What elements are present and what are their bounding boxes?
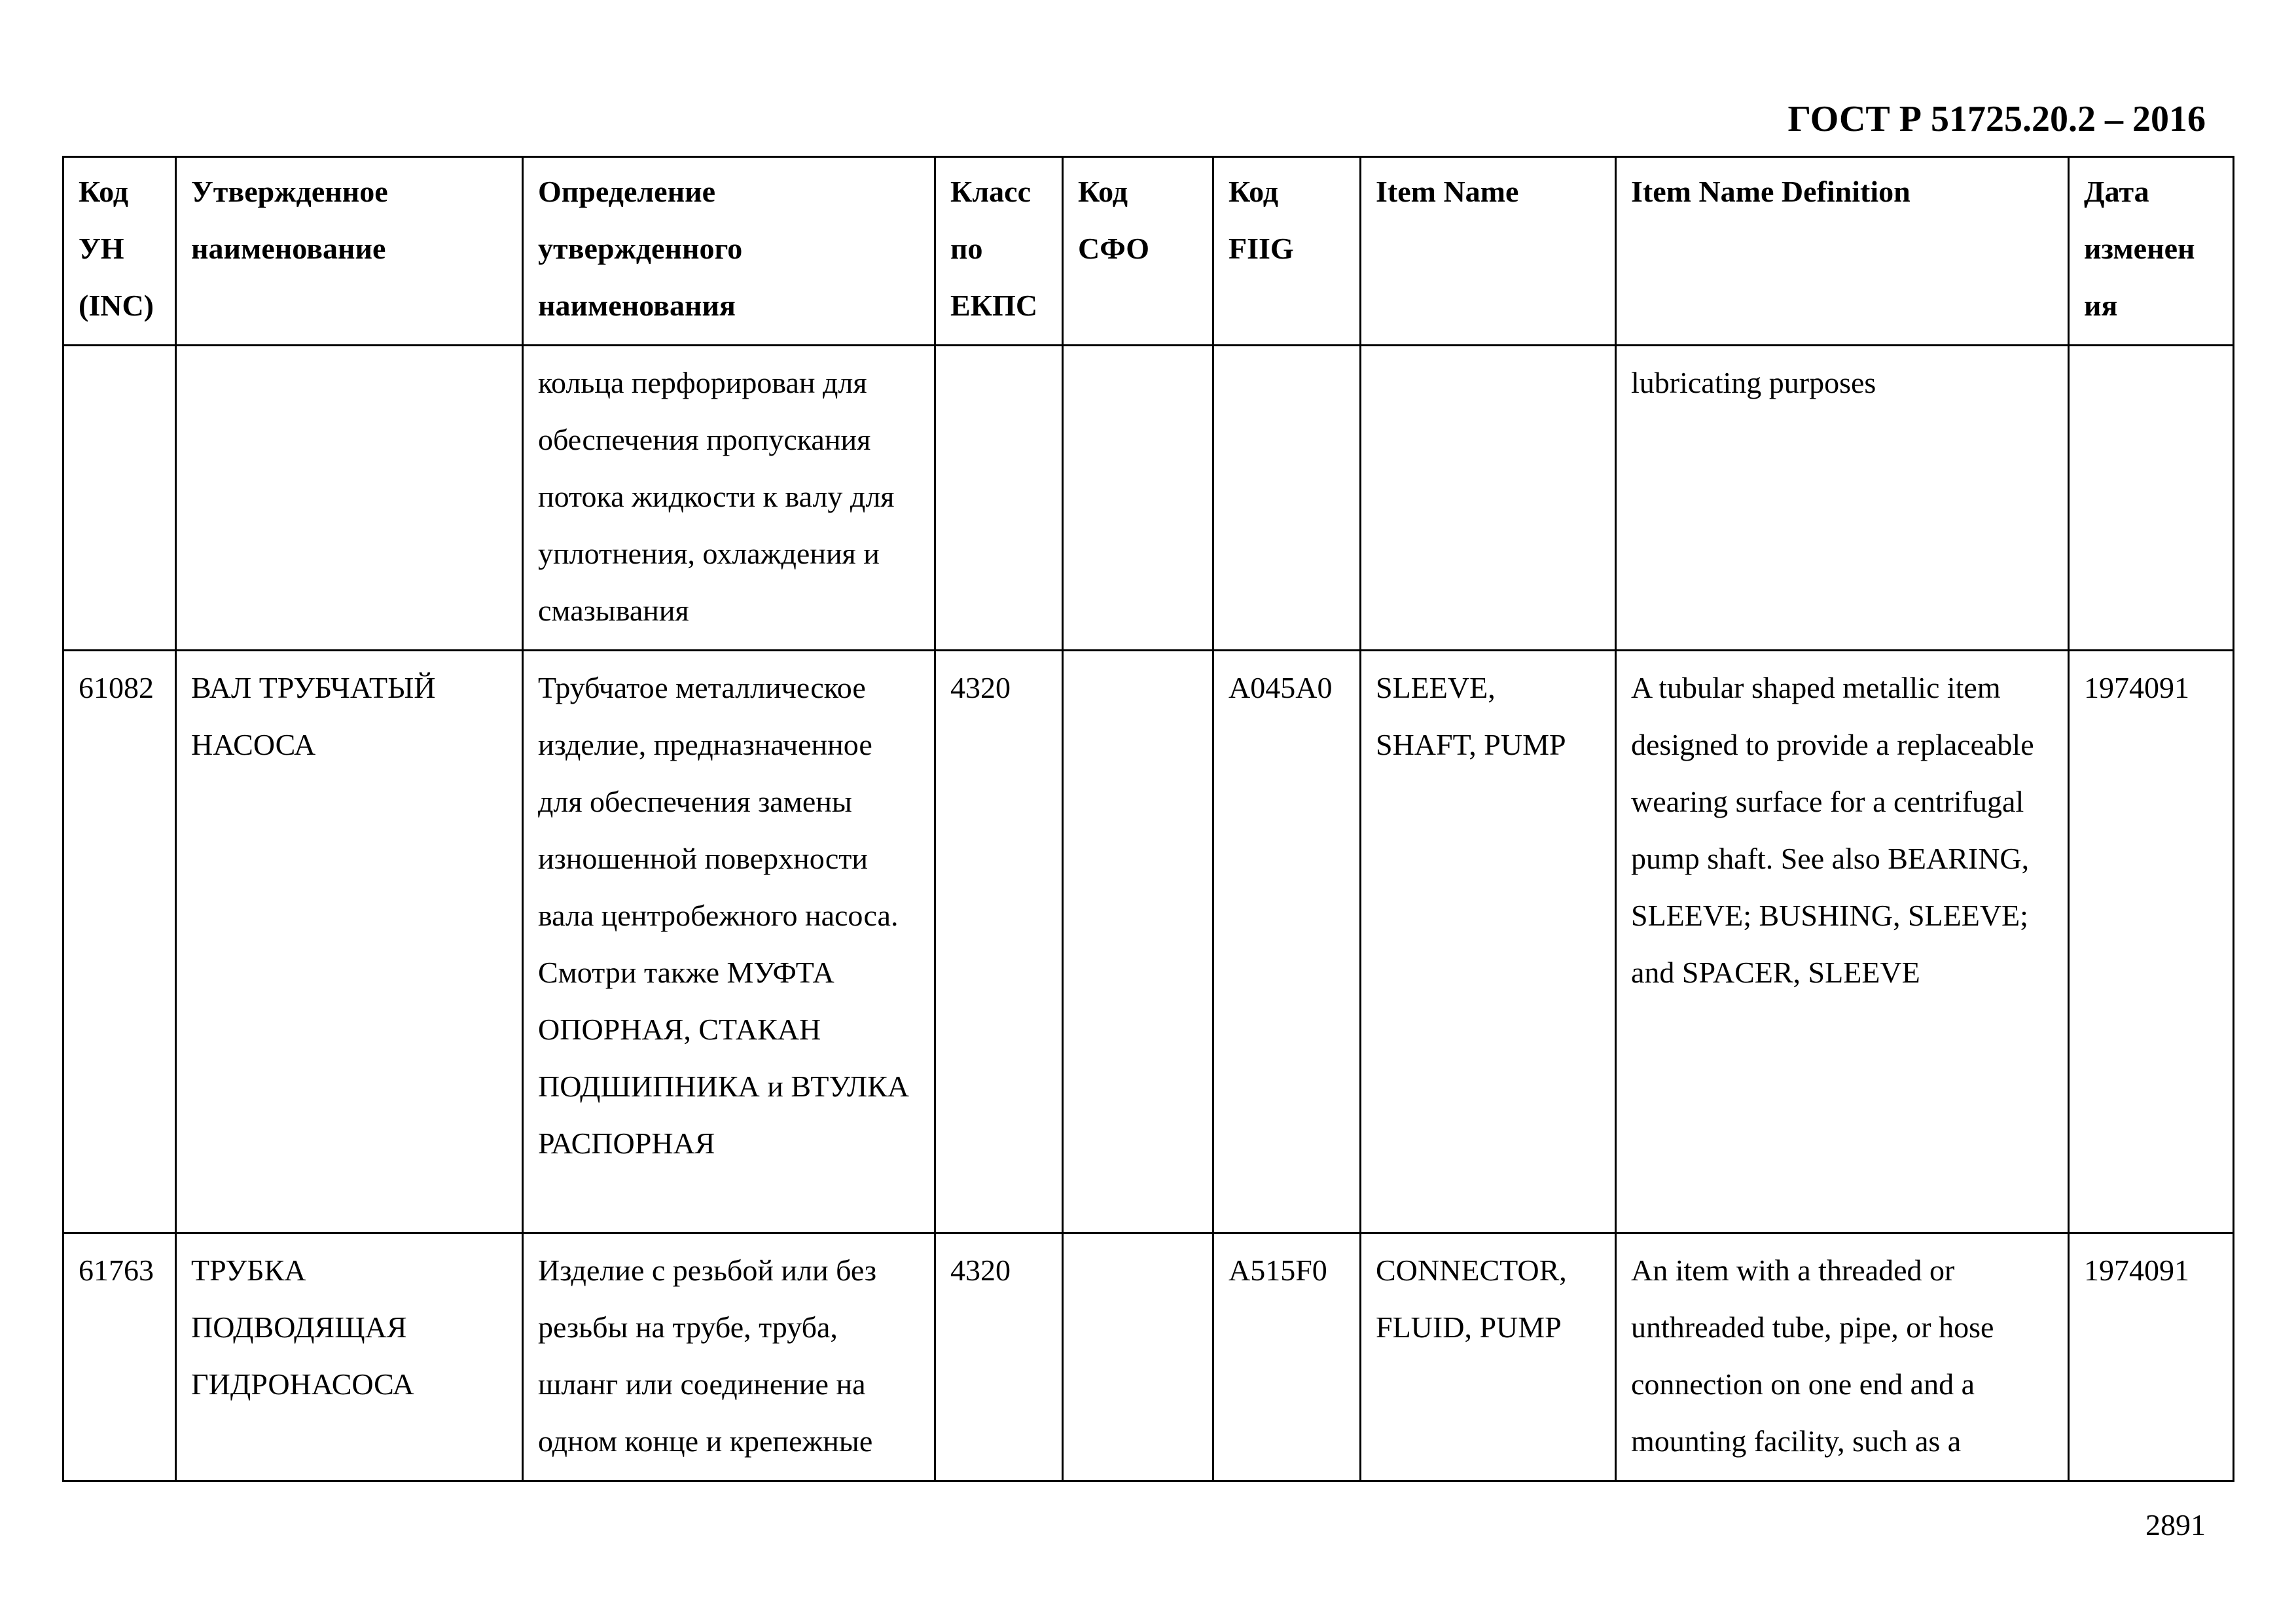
cell-definition-ru: кольца перфорирован для обеспечения пропускания потока жидкости к валу для уплотнения, охлаждения и смазывания: [523, 346, 935, 651]
table-row: [63, 346, 2234, 651]
cell-sfo-code: [1063, 346, 1213, 651]
cell-change-date: 1974091: [2069, 651, 2234, 1233]
page-number: 2891: [2145, 1508, 2206, 1542]
column-header-inc: Код УН (INC): [63, 157, 176, 346]
column-header-class: Класс по ЕКПС: [935, 157, 1063, 346]
cell-class: [935, 346, 1063, 651]
column-header-approved-name: Утвержденное наименование: [176, 157, 523, 346]
cell-fiig-code: [1213, 346, 1361, 651]
table-row: [63, 651, 2234, 1233]
cell-change-date: [2069, 346, 2234, 651]
cell-sfo-code: [1063, 651, 1213, 1233]
document-standard-id: ГОСТ Р 51725.20.2 – 2016: [1787, 99, 2206, 139]
cell-fiig-code: A515F0: [1213, 1233, 1361, 1481]
cell-sfo-code: [1063, 1233, 1213, 1481]
column-header-item-name-definition: Item Name Definition: [1616, 157, 2069, 346]
cell-item-name-definition: An item with a threaded or unthreaded tube, pipe, or hose connection on one end and a mounting facility, such as a: [1616, 1233, 2069, 1481]
column-header-change-date: Дата изменен ия: [2069, 157, 2234, 346]
item-name-table: [62, 156, 2234, 1482]
table-row: [63, 1233, 2234, 1481]
cell-item-name-definition: lubricating purposes: [1616, 346, 2069, 651]
column-header-item-name: Item Name: [1361, 157, 1616, 346]
cell-approved-name: [176, 346, 523, 651]
cell-inc: 61763: [63, 1233, 176, 1481]
cell-definition-ru: Трубчатое металлическое изделие, предназначенное для обеспечения замены изношенной поверхности вала центробежного насоса. Смотри также МУФТА ОПОРНАЯ, СТАКАН ПОДШИПНИКА и ВТУЛКА РАСПОРНАЯ: [523, 651, 935, 1233]
column-header-fiig-code: Код FIIG: [1213, 157, 1361, 346]
cell-fiig-code: A045A0: [1213, 651, 1361, 1233]
cell-item-name: SLEEVE, SHAFT, PUMP: [1361, 651, 1616, 1233]
cell-item-name: [1361, 346, 1616, 651]
cell-change-date: 1974091: [2069, 1233, 2234, 1481]
cell-class: 4320: [935, 1233, 1063, 1481]
table-header-row: [63, 157, 2234, 346]
cell-item-name-definition: A tubular shaped metallic item designed to provide a replaceable wearing surface for a centrifugal pump shaft. See also BEARING, SLEEVE; BUSHING, SLEEVE; and SPACER, SLEEVE: [1616, 651, 2069, 1233]
cell-item-name: CONNECTOR, FLUID, PUMP: [1361, 1233, 1616, 1481]
cell-class: 4320: [935, 651, 1063, 1233]
cell-definition-ru: Изделие с резьбой или без резьбы на трубе, труба, шланг или соединение на одном конце и крепежные: [523, 1233, 935, 1481]
cell-inc: [63, 346, 176, 651]
cell-inc: 61082: [63, 651, 176, 1233]
cell-approved-name: ТРУБКА ПОДВОДЯЩАЯ ГИДРОНАСОСА: [176, 1233, 523, 1481]
column-header-definition: Определение утвержденного наименования: [523, 157, 935, 346]
cell-approved-name: ВАЛ ТРУБЧАТЫЙ НАСОСА: [176, 651, 523, 1233]
column-header-sfo-code: Код СФО: [1063, 157, 1213, 346]
